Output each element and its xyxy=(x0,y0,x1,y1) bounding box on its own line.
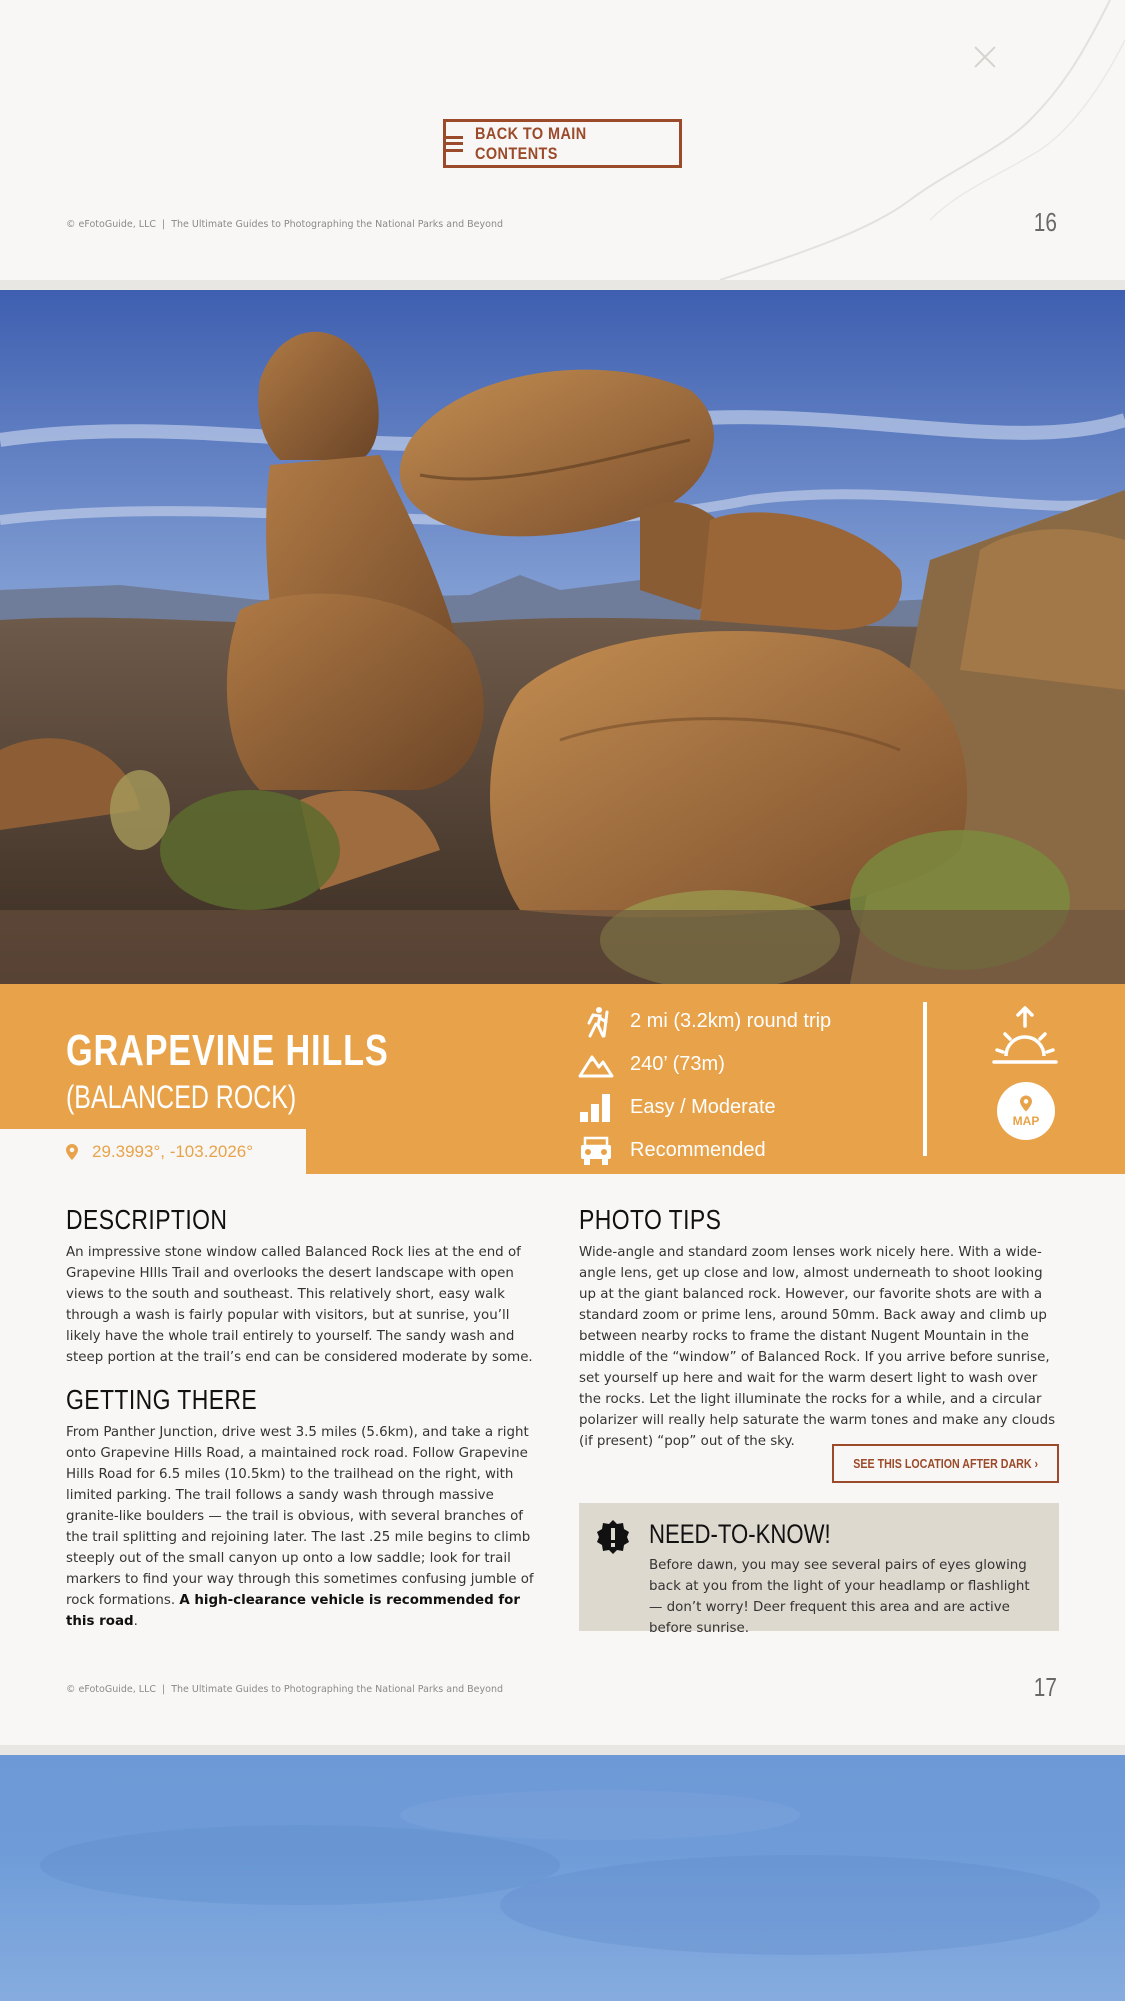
getting-there-body: From Panther Junction, drive west 3.5 miles (5.6km), and take a right onto Grapevine Hills Road, a maintained rock road. Follow Grapevine Hills Road for 6.5 miles (10.5km) to the trailhead on the right, with limited parking. The trail follows a sandy wash through massive granite-like boulders — the trail is obvious, with several branches of the trail splitting and rejoining later. The last .25 mile begins to climb steeply out of the small canyon up onto a low saddle; look for trail markers to find your way through this sometimes confusing jumble of rock formations. xyxy=(66,1425,534,1608)
getting-there-end: . xyxy=(133,1614,138,1629)
band-divider xyxy=(923,1002,927,1156)
back-to-main-contents-button[interactable] xyxy=(443,119,682,168)
sky-photo xyxy=(0,1755,1125,2001)
photo-tips-section xyxy=(579,1204,1061,1452)
footer-copyright: © eFotoGuide, LLC xyxy=(66,219,156,230)
jeep-icon xyxy=(578,1135,614,1167)
stat-elevation xyxy=(578,1043,831,1086)
page-footer xyxy=(66,1684,503,1695)
after-dark-label: SEE THIS LOCATION AFTER DARK › xyxy=(853,1456,1038,1471)
menu-icon xyxy=(446,136,463,152)
map-button-label: MAP xyxy=(1012,1113,1040,1128)
location-pin-icon xyxy=(66,1144,78,1160)
description-section xyxy=(66,1204,543,1368)
need-to-know-heading: NEED-TO-KNOW! xyxy=(649,1519,831,1549)
getting-there-text xyxy=(66,1422,543,1632)
description-text: An impressive stone window called Balanced Rock lies at the end of Grapevine HIlls Trail and overlooks the desert landscape with open views to the south and southeast. This relatively short, easy walk through a wash is fairly popular with visitors, but at sunrise, you’ll likely have the whole trail entirely to yourself. The sandy wash and steep portion at the trail’s end can be considered moderate by some. xyxy=(66,1245,533,1365)
footer-copyright: © eFotoGuide, LLC xyxy=(66,1684,156,1695)
getting-there-section xyxy=(66,1384,543,1632)
close-icon[interactable] xyxy=(973,45,997,69)
sunrise-icon[interactable] xyxy=(992,1006,1058,1066)
stat-elevation-text: 240’ (73m) xyxy=(630,1053,725,1075)
page-16 xyxy=(0,0,1125,280)
footer-tagline: The Ultimate Guides to Photographing the National Parks and Beyond xyxy=(171,219,504,230)
photo-tips-heading: PHOTO TIPS xyxy=(579,1204,722,1235)
trail-stats xyxy=(578,1000,831,1172)
footer-separator: | xyxy=(162,219,166,230)
difficulty-bars-icon xyxy=(578,1092,614,1124)
getting-there-bold-note: A high-clearance vehicle is recommended for this road xyxy=(66,1593,520,1629)
see-location-after-dark-button[interactable] xyxy=(832,1444,1059,1483)
mountain-icon xyxy=(578,1049,614,1081)
map-button[interactable] xyxy=(997,1082,1055,1140)
getting-there-heading: GETTING THERE xyxy=(66,1384,258,1415)
stat-difficulty-text: Easy / Moderate xyxy=(630,1096,776,1118)
gps-coordinates[interactable] xyxy=(0,1129,306,1174)
photo-tips-text: Wide-angle and standard zoom lenses work nicely here. With a wide-angle lens, get up close and low, almost underneath to shoot looking up at the giant balanced rock. However, our favorite shots are with a standard zoom or prime lens, around 50mm. Back away and climb up between nearby rocks to frame the distant Nugent Mountain in the middle of the “window” of Balanced Rock. If you arrive before sunrise, set yourself up here and wait for the warm desert light to wash over the rocks. Let the light illuminate the rocks for a while, and a circular polarizer will really help saturate the warm tones and make any clouds (if present) “pop” out of the sky. xyxy=(579,1245,1056,1449)
stat-distance-text: 2 mi (3.2km) round trip xyxy=(630,1010,832,1032)
stat-vehicle-text: Recommended xyxy=(630,1139,766,1161)
page-footer xyxy=(66,219,503,230)
stat-difficulty xyxy=(578,1086,831,1129)
page-number: 17 xyxy=(1033,1672,1057,1702)
need-to-know-box xyxy=(579,1503,1059,1636)
stat-vehicle xyxy=(578,1129,831,1172)
location-info-band xyxy=(0,984,1125,1174)
hiker-icon xyxy=(578,1006,614,1038)
gps-coordinates-text: 29.3993°, -103.2026° xyxy=(92,1141,254,1161)
topographic-line-decoration xyxy=(700,0,1125,280)
page-number: 16 xyxy=(1033,207,1057,237)
back-button-label: BACK TO MAIN CONTENTS xyxy=(475,123,588,163)
location-title: GRAPEVINE HILLS xyxy=(66,1026,389,1075)
page-17 xyxy=(0,290,1125,1745)
footer-separator: | xyxy=(162,1684,166,1695)
need-to-know-text: Before dawn, you may see several pairs of eyes glowing back at you from the light of your headlamp or flashlight — don’t worry! Deer frequent this area and are active before sunrise. xyxy=(649,1558,1030,1636)
stat-distance xyxy=(578,1000,831,1043)
footer-tagline: The Ultimate Guides to Photographing the National Parks and Beyond xyxy=(171,1684,504,1695)
description-heading: DESCRIPTION xyxy=(66,1204,228,1235)
location-subtitle: (BALANCED ROCK) xyxy=(66,1079,297,1115)
hero-photo-balanced-rock xyxy=(0,290,1125,984)
map-pin-icon xyxy=(1020,1095,1032,1112)
alert-badge-icon xyxy=(595,1519,631,1555)
page-18-sky-photo xyxy=(0,1755,1125,2001)
